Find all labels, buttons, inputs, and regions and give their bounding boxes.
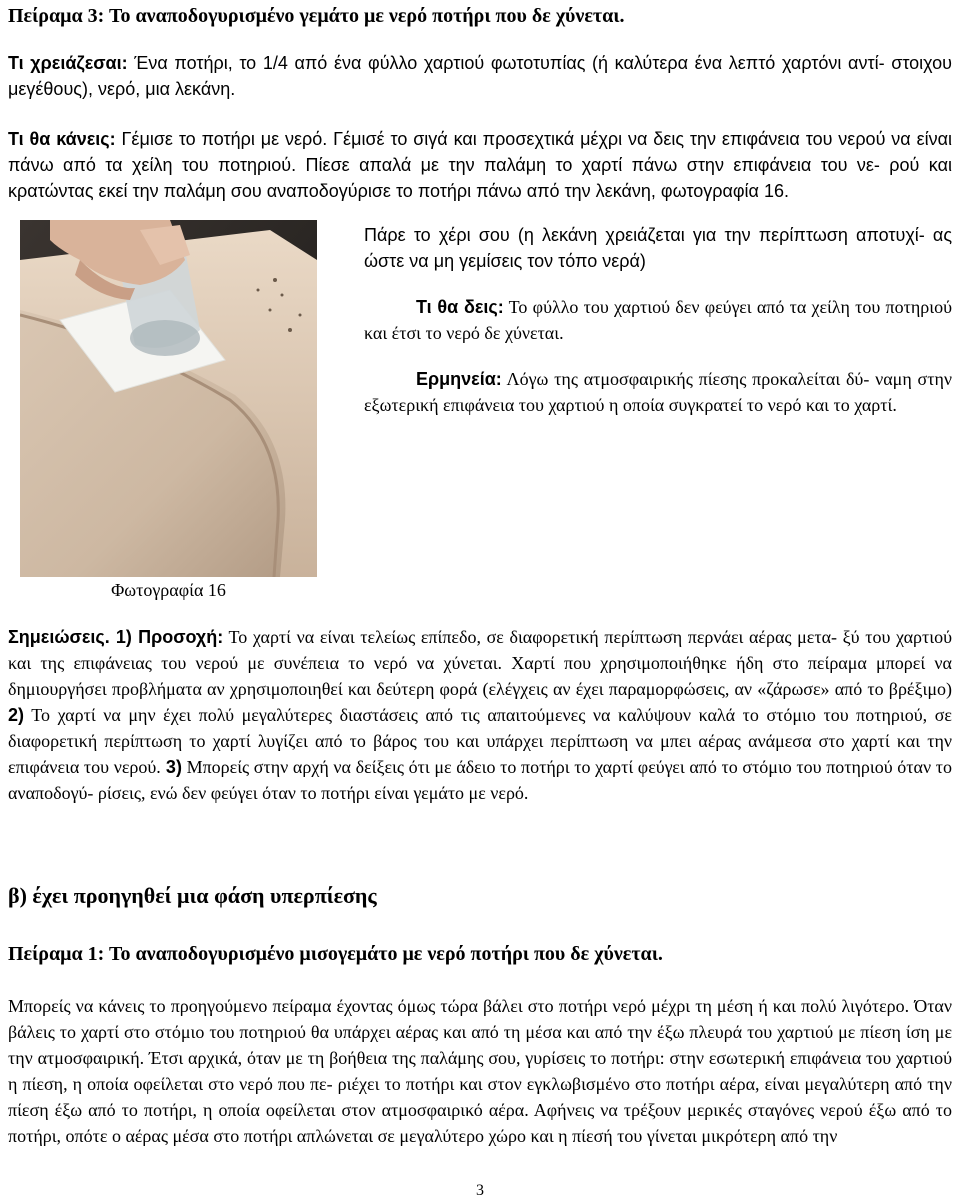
what-you-see-text: Το φύλλο του χαρτιού δεν φεύγει από τα χείλη του ποτηριού και έτσι το νερό δε χύνεται. [364, 297, 952, 343]
note-3-text: Μπορείς στην αρχή να δείξεις ότι με άδειο το ποτήρι το χαρτί φεύγει από το στόμιο του ποτηριού όταν το αναποδογύ- ρίσεις, ενώ δεν φεύγει όταν το ποτήρι είναι γεμάτο με νερό. [8, 757, 952, 803]
photo-16 [20, 220, 317, 577]
note-2-text: Το χαρτί να μην έχει πολύ μεγαλύτερες διαστάσεις από τις απαιτούμενες να καλύψουν καλά το στόμιο του ποτηριού, σε διαφορετική περίπτωση το χαρτί λυγίζει από το βάρος του και υπάρχει περίπτωση να μπει αέρας ανάμεσα στο χαρτί και την επιφάνεια του νερού. [8, 705, 952, 777]
note-1-text: Το χαρτί να είναι τελείως επίπεδο, σε διαφορετική περίπτωση περνάει αέρας μετα- ξύ του χαρτιού και της επιφάνειας του νερού με συνέπεια το νερό να χύνεται. Χαρτί που χρησιμοποιήθηκε ήδη στο πείραμα μπορεί να δημιουργήσει προβλήματα αν χρησιμοποιηθεί και δεύτερη φορά (ελέγχεις αν έχει παραμορφώσεις, αν «ζάρωσε» από το βρέξιμο) [8, 627, 953, 699]
materials-paragraph [8, 50, 952, 102]
page-number: 3 [476, 1182, 484, 1199]
explanation-label: Ερμηνεία: [416, 369, 502, 389]
notes-paragraph [8, 624, 952, 806]
experiment-1-body: Μπορείς να κάνεις το προηγούμενο πείραμα έχοντας όμως τώρα βάλει στο ποτήρι νερό μέχρι τη μέση ή και πολύ λιγότερο. Όταν βάλεις το χαρτί στο στόμιο του ποτηριού θα υπάρχει αέρας και από τη μέσα και από την έξω πλευρά του χαρτιού με πίεση ίση με την ατμοσφαιρική. Έτσι αρχικά, όταν με τη βοήθεια της παλάμης σου, γυρίσεις το ποτήρι: στην εσωτερική επιφάνεια του χαρτιού η πίεση, η οποία οφείλεται στο νερό που πε- ριέχει το ποτήρι και στον εγκλωβισμένο στο ποτήρι αέρα, είναι μεγαλύτερη από την πίεση έξω από το ποτήρι, η οποία οφείλεται στον ατμοσφαιρικό αέρα. Αφήνεις να τρέξουν μερικές σταγόνες νερού έξω από το ποτήρι, οπότε ο αέρας μέσα στο ποτήρι απλώνεται σε μεγαλύτερο χώρο και η πίεσή του γίνεται μικρότερη από την [8, 996, 952, 1146]
photo-hand-glass-basin [20, 220, 317, 577]
explanation-paragraph [364, 366, 952, 418]
experiment-3-title: Πείραμα 3: Το αναποδογυρισμένο γεμάτο με νερό ποτήρι που δε χύνεται. [8, 5, 625, 27]
explanation-text: Λόγω της ατμοσφαιρικής πίεσης προκαλείται δύ- ναμη στην εξωτερική επιφάνεια του χαρτιού η οποία συγκρατεί το νερό και το χαρτί. [364, 369, 952, 415]
photo-caption: Φωτογραφία 16 [111, 580, 226, 600]
caution-label: Προσοχή: [131, 627, 224, 647]
procedure-text: Γέμισε το ποτήρι με νερό. Γέμισέ το σιγά και προσεχτικά μέχρι να δεις την επιφάνεια του νερού να είναι πάνω από τα χείλη του ποτηριού. Πίεσε απαλά με την παλάμη το χαρτί πάνω στην επιφάνεια του νε- ρού και κρατώντας εκεί την παλάμη σου αναποδογύρισε το ποτήρι πάνω από την λεκάνη, φωτογραφία 16. [8, 129, 952, 201]
procedure-paragraph [8, 126, 952, 204]
right-column [364, 222, 952, 418]
procedure-label: Τι θα κάνεις: [8, 129, 116, 149]
note-3-number: 3) [160, 757, 182, 777]
note-2-number: 2) [8, 705, 25, 725]
hand-instruction: Πάρε το χέρι σου (η λεκάνη χρειάζεται για την περίπτωση αποτυχί- ας ώστε να μη γεμίσεις τον τόπο νερά) [364, 225, 952, 271]
what-you-see-label: Τι θα δεις: [416, 297, 504, 317]
note-1-number: 1) [109, 627, 132, 647]
notes-label: Σημειώσεις. [8, 627, 110, 647]
what-you-see-paragraph [364, 294, 952, 346]
section-b-heading: β) έχει προηγηθεί μια φάση υπερπίεσης [8, 883, 377, 908]
materials-label: Τι χρειάζεσαι: [8, 53, 128, 73]
experiment-1-title: Πείραμα 1: Το αναποδογυρισμένο μισογεμάτο με νερό ποτήρι που δε χύνεται. [8, 943, 663, 965]
materials-text: Ένα ποτήρι, το 1/4 από ένα φύλλο χαρτιού φωτοτυπίας (ή καλύτερα ένα λεπτό χαρτόνι αντί- στοιχου μεγέθους), νερό, μια λεκάνη. [8, 53, 952, 99]
